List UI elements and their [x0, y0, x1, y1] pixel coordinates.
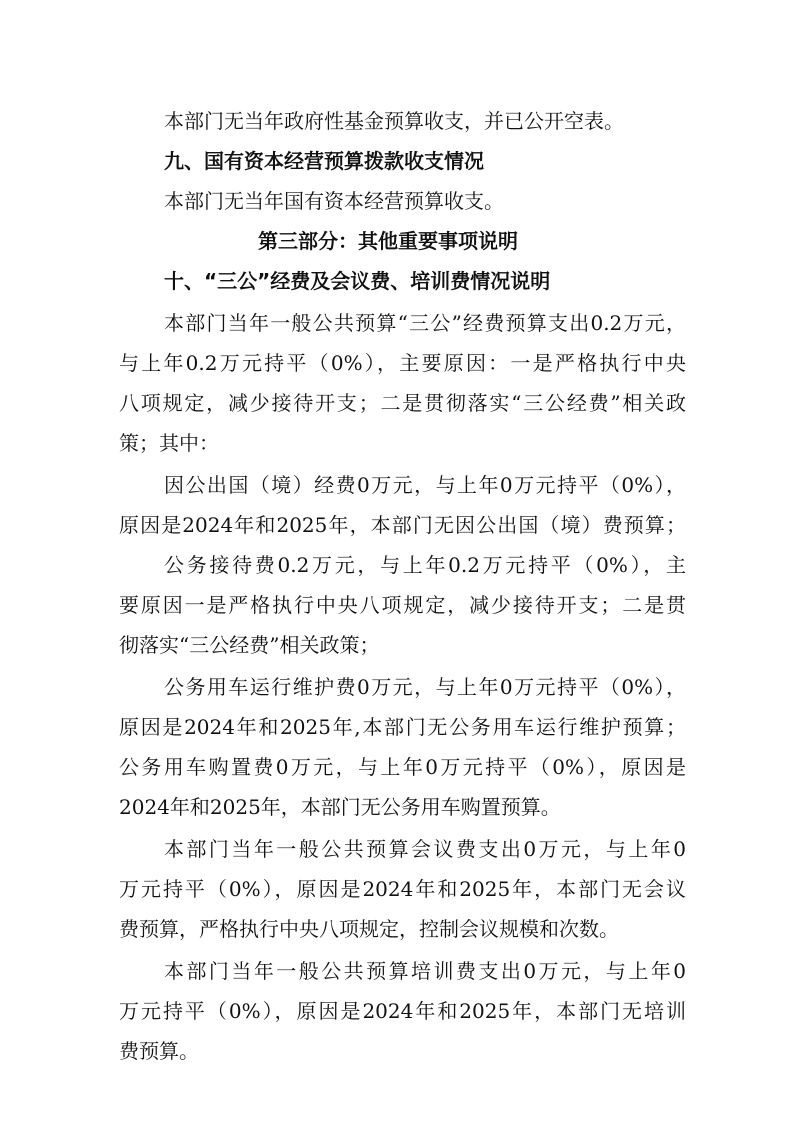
paragraph-line: 策；其中：	[119, 431, 219, 455]
paragraph-line: 要原因一是严格执行中央八项规定，减少接待开支；二是贯	[119, 593, 686, 617]
paragraph-line: 八项规定，减少接待开支；二是贯彻落实“三公经费”相关政	[119, 391, 686, 415]
paragraph-line: 万元持平（0%），原因是2024年和2025年，本部门无会议	[119, 877, 686, 901]
paragraph-line: 2024年和2025年，本部门无公务用车购置预算。	[119, 795, 561, 819]
paragraph-line: 万元持平（0%），原因是2024年和2025年，本部门无培训	[119, 999, 686, 1023]
paragraph-line: 彻落实“三公经费”相关政策；	[119, 633, 380, 657]
paragraph-line: 公务接待费0.2万元，与上年0.2万元持平（0%），主	[164, 553, 686, 577]
paragraph-line: 公务用车运行维护费0万元，与上年0万元持平（0%），	[164, 675, 686, 699]
paragraph-line: 本部门无当年国有资本经营预算收支。	[164, 189, 504, 213]
paragraph-line: 本部门当年一般公共预算会议费支出0万元，与上年0	[164, 837, 686, 861]
section-heading-10: 十、“三公”经费及会议费、培训费情况说明	[164, 269, 551, 293]
paragraph-line: 本部门当年一般公共预算培训费支出0万元，与上年0	[164, 959, 686, 983]
paragraph-line: 因公出国（境）经费0万元，与上年0万元持平（0%），	[164, 473, 686, 497]
paragraph-line: 与上年0.2万元持平（0%），主要原因：一是严格执行中央	[119, 351, 686, 375]
paragraph-line: 费预算。	[119, 1039, 199, 1063]
paragraph-line: 原因是2024年和2025年，本部门无因公出国（境）费预算；	[119, 513, 686, 537]
section-heading-9: 九、国有资本经营预算拨款收支情况	[164, 149, 484, 173]
paragraph-line: 本部门当年一般公共预算“三公”经费预算支出0.2万元，	[164, 311, 686, 335]
paragraph-line: 公务用车购置费0万元，与上年0万元持平（0%），原因是	[119, 755, 686, 779]
paragraph-line: 本部门无当年政府性基金预算收支，并已公开空表。	[164, 109, 624, 133]
paragraph-line: 原因是2024年和2025年,本部门无公务用车运行维护预算；	[119, 715, 686, 739]
part-three-heading: 第三部分：其他重要事项说明	[258, 229, 518, 253]
paragraph-line: 费预算，严格执行中央八项规定，控制会议规模和次数。	[119, 917, 619, 941]
